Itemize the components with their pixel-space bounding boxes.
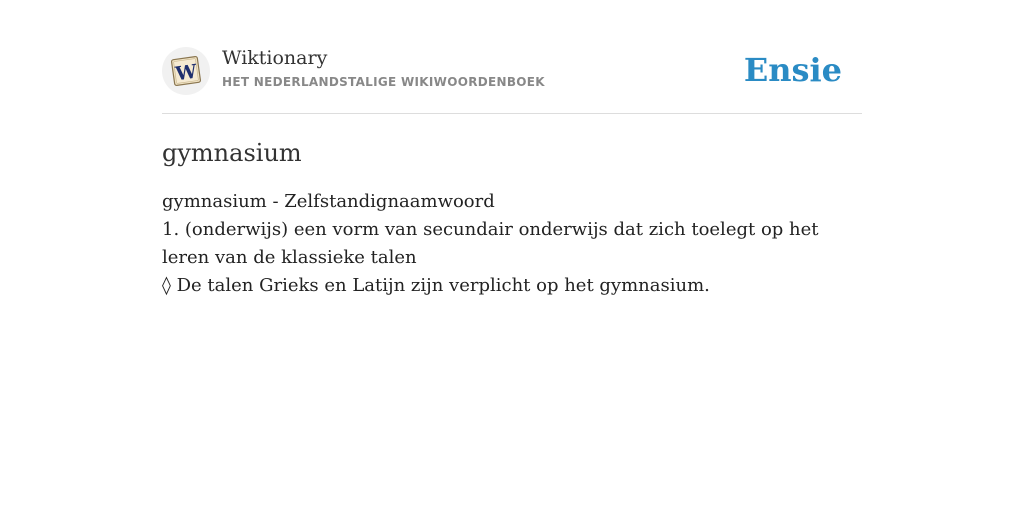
entry-definition: 1. (onderwijs) een vorm van secundair onderwijs dat zich toelegt op het leren van de klassieke talen <box>162 219 819 268</box>
entry-example: ◊ De talen Grieks en Latijn zijn verplicht op het gymnasium. <box>162 275 710 296</box>
entry-heading-line: gymnasium - Zelfstandignaamwoord <box>162 191 495 212</box>
page-container <box>162 0 862 300</box>
site-name[interactable]: Wiktionary <box>222 47 328 69</box>
entry-body <box>162 188 862 300</box>
page-title: gymnasium <box>162 139 302 167</box>
site-tagline: HET NEDERLANDSTALIGE WIKIWOORDENBOEK <box>222 75 545 89</box>
wiktionary-logo[interactable] <box>162 47 210 95</box>
wiktionary-w-tile-icon <box>168 53 204 89</box>
ensie-logo-link[interactable]: Ensie <box>743 51 842 89</box>
svg-text:W: W <box>174 60 199 86</box>
site-header <box>162 0 862 114</box>
